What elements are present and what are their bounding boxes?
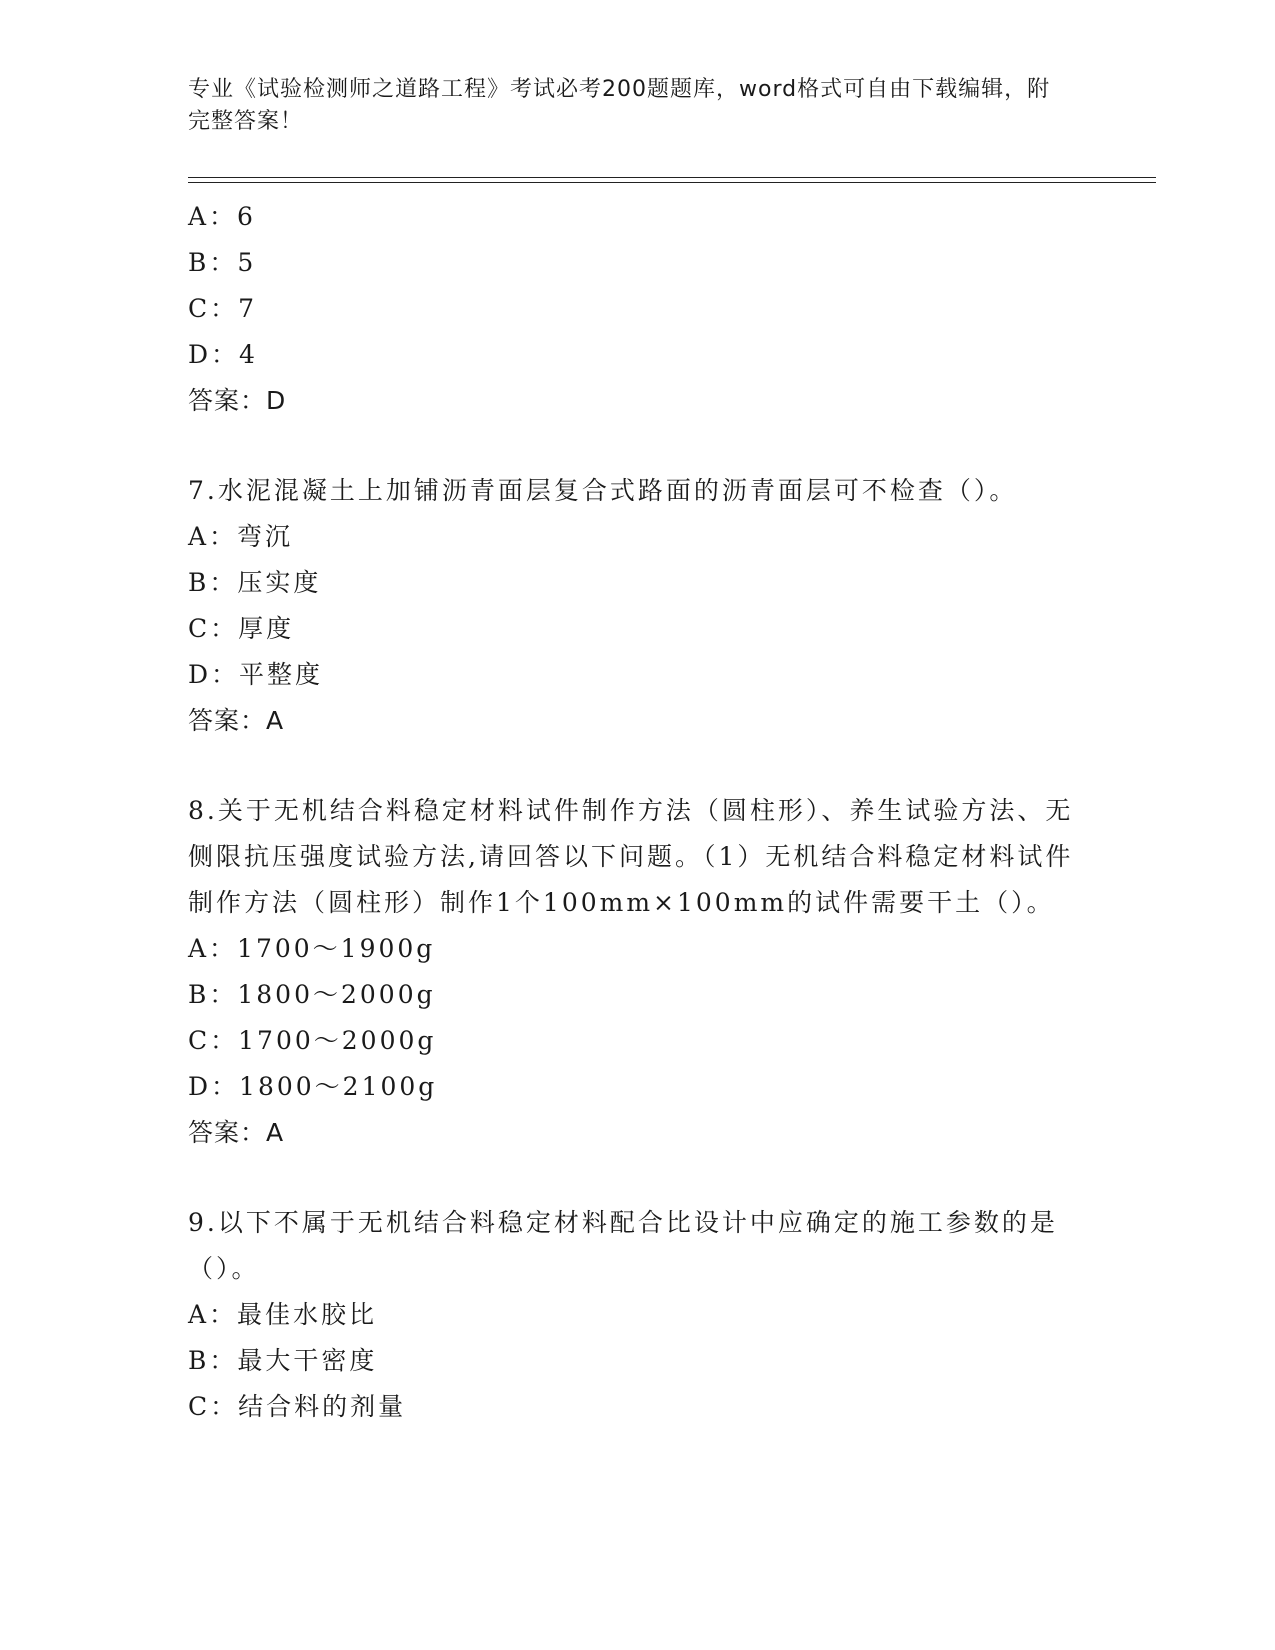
- option-b: B：最大干密度: [188, 1346, 378, 1375]
- option-d: D：4: [188, 340, 258, 369]
- question-text: 7.水泥混凝土上加铺沥青面层复合式路面的沥青面层可不检查（）。: [188, 476, 1018, 505]
- question-6: [188, 194, 1088, 424]
- option-c: C：7: [188, 294, 258, 323]
- document-header: 专业《试验检测师之道路工程》考试必考200题题库，word格式可自由下载编辑，附完整答案！: [188, 77, 1051, 134]
- option-a: A：最佳水胶比: [188, 1300, 378, 1329]
- option-a: A：6: [188, 202, 256, 231]
- header-divider-top: [188, 177, 1156, 178]
- question-text: 9.以下不属于无机结合料稳定材料配合比设计中应确定的施工参数的是（）。: [188, 1208, 1058, 1283]
- option-c: C：1700～2000g: [188, 1026, 437, 1055]
- answer: 答案：A: [188, 1118, 285, 1147]
- option-c: C：厚度: [188, 614, 295, 643]
- question-list: [188, 194, 1088, 1430]
- option-b: B：5: [188, 248, 257, 277]
- option-a: A：1700～1900g: [188, 934, 436, 963]
- option-c: C：结合料的剂量: [188, 1392, 407, 1421]
- header-divider-bottom: [188, 182, 1156, 183]
- option-b: B：压实度: [188, 568, 322, 597]
- question-9: [188, 1200, 1088, 1430]
- question-text: 8.关于无机结合料稳定材料试件制作方法（圆柱形）、养生试验方法、无侧限抗压强度试验方法,请回答以下问题。（1）无机结合料稳定材料试件制作方法（圆柱形）制作1个100mm×100mm的试件需要干土（）。: [188, 796, 1074, 917]
- answer: 答案：A: [188, 706, 285, 735]
- question-7: [188, 468, 1088, 744]
- option-b: B：1800～2000g: [188, 980, 436, 1009]
- option-a: A：弯沉: [188, 522, 294, 551]
- answer: 答案：D: [188, 386, 287, 415]
- option-d: D：平整度: [188, 660, 324, 689]
- question-8: [188, 788, 1088, 1156]
- option-d: D：1800～2100g: [188, 1072, 438, 1101]
